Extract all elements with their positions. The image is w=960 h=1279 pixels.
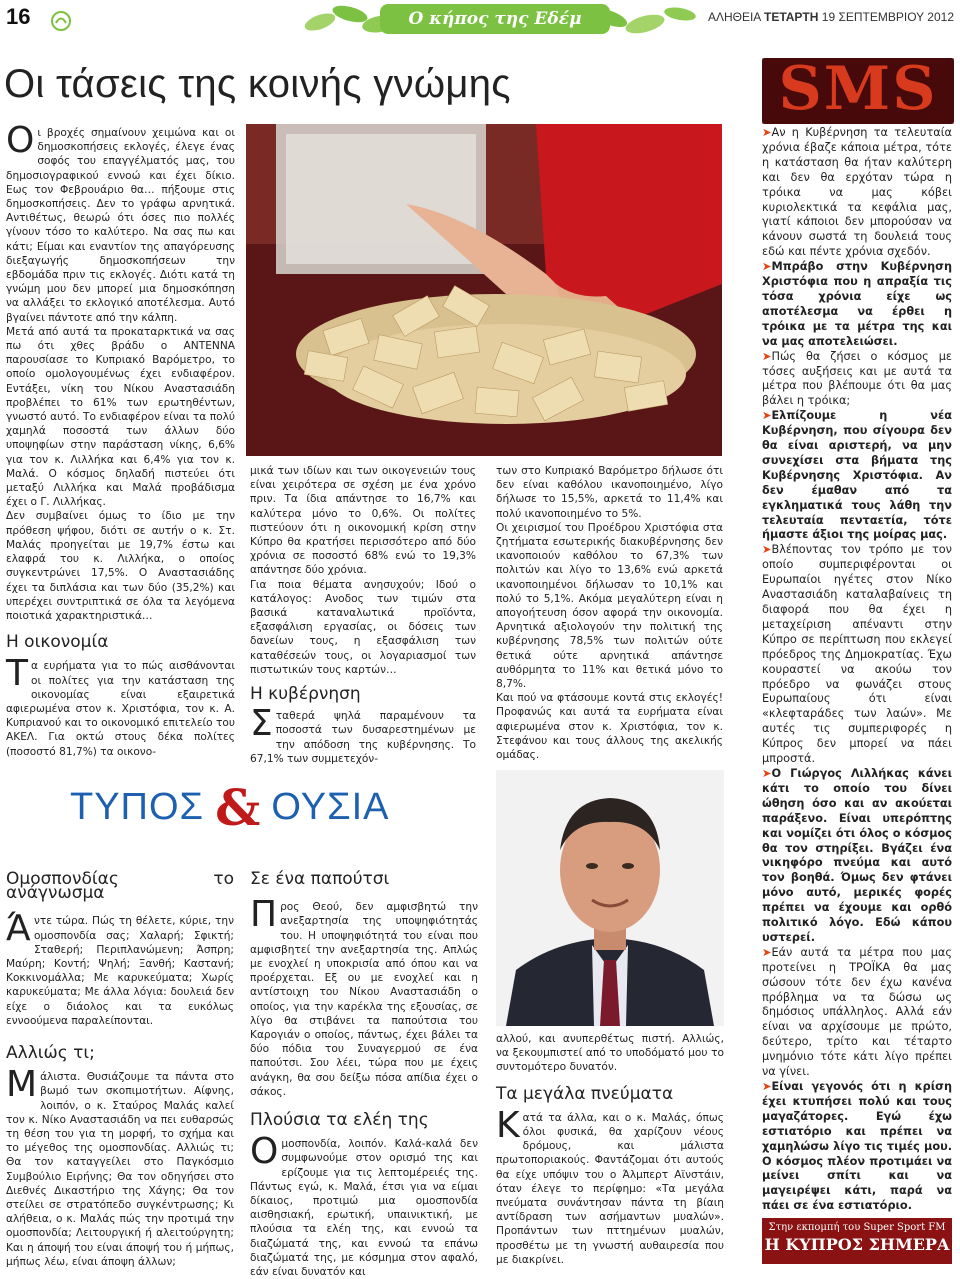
main-headline: Οι τάσεις της κοινής γνώμης xyxy=(4,62,511,106)
arrow-icon: ➤ xyxy=(762,945,772,959)
col2-paragraph-3: Σταθερά ψηλά παραμένουν τα ποσοστά των δυσαρεστημένων με την απόδοση της κυβέρνησης. Το 67,1% των συμμετεχόν- xyxy=(250,703,476,765)
subheading-federation-reading: Ομοσπονδίας το ανάγνωσμα xyxy=(6,869,234,904)
sms-messages xyxy=(762,126,952,1214)
section-ornament-icon xyxy=(50,10,72,32)
article-column-2 xyxy=(250,464,476,766)
sms-item-text: Βλέποντας τον τρόπο με τον οποίο συμπεριφέρονται οι Ευρωπαίοι ηγέτες στον Νίκο Αναστασιάδη καταλαβαίνεις τη διαφορά που θα έχει η μεταχείριση απέναντι στην Κύπρο σε περίπτωση που εκλεγεί πρόεδρος της Δημοκρατίας. Έχω κουραστεί να ακούω τον πρόεδρο να φωνάζει στους Ευρωπαίους ότι είναι «κλεφταράδες των λαών». Με αυτές τις συμπεριφορές η Κύπρος δεν μπορεί να πάει μπροστά. xyxy=(762,543,952,766)
article-column-3 xyxy=(496,464,723,762)
lower-column-2 xyxy=(250,869,478,1279)
sms-item xyxy=(762,946,952,1080)
col1-paragraph-1: Οι βροχές σημαίνουν χειμώνα και οι δημοσκοπήσεις εκλογές, έλεγε ένας σοφός του επαγγέλματός μας, του δημοσιογραφικού εννοώ και έχει δίκιο. Εως τον Φεβρουάριο θα… πήξουμε στις δημοσκοπήσεις. Δεν το γράφω αρνητικά. Αντιθέτως, θεωρώ ότι όσες πιο πολλές γίνουν τόσο το καλύτερο. Να σας πω και κάτι; Είμαι και εναντίον της απαγόρευσης διεξαγωγής δημοσκοπήσεων την εβδομάδα πριν τις εκλογές. Διότι κατά τη γνώμη μου δεν μπορεί μια δημοσκόπηση να αλλάξει το εκλογικό αποτέλεσμα. Αυτό βγαίνει πάντοτε από την κάλπη. xyxy=(6,120,235,324)
sms-footer xyxy=(762,1218,952,1264)
lower3-paragraph-0: αλλού, και ανυπερθέτως πιστή. Αλλιώς, να ξεκουμπιστεί από το υποδόματό μου το συντομότερο δυνατόν. xyxy=(496,1033,724,1074)
sms-item xyxy=(762,126,952,260)
subheading-great-spirits: Τα μεγάλα πνεύματα xyxy=(496,1083,674,1104)
paper-name: ΑΛΗΘΕΙΑ xyxy=(707,10,761,24)
sms-logo-text: SMS xyxy=(778,54,938,124)
typos-ousia-logo xyxy=(70,778,490,838)
sms-item-text: Εάν αυτά τα μέτρα που μας προτείνει η ΤΡΟΪΚΑ θα μας σώσουν τότε δεν έχω κανένα πρόβλημα να τα δώσω ως δημόσιος υπάλληλος. Αλλά εάν είναι να αρχίσουμε με πρώτο, δεύτερο, τρίτο και τέταρτο μνημόνιο τότε κάτι λίγο πρέπει να γίνει. xyxy=(762,945,952,1079)
page-number: 16 xyxy=(6,4,31,29)
sms-item-text: Αν η Κυβέρνηση τα τελευταία χρόνια έβαζε κάποια μέτρα, τότε η κατάσταση θα ήταν καλύτερη και δεν θα ερχόταν τώρα η τρόικα να μας κόβει κυριολεκτικά τα κεφάλια μας, γιατί κάποιοι δεν μπορούσαν να κάνουν σωστά τη δουλειά τους εδώ και πέντε χρόνια σχεδόν. xyxy=(762,126,952,259)
col2-paragraph-1: μικά των ιδίων και των οικογενειών τους είναι χειρότερα σε σχέση με ένα χρόνο πριν. Τα ίδια απάντησε το 16,7% και καλύτερα μόνο το 0,6%. Οι πολίτες πιστεύουν ότι η οικονομική κρίση στην Κύπρο θα κρατήσει περισσότερο από δύο χρόνια σε ποσοστό 68% ενώ το 19,3% απάντησε δύο χρόνια. xyxy=(250,465,476,577)
date: 19 ΣΕΠΤΕΜΒΡΙΟΥ 2012 xyxy=(821,10,954,24)
lower-column-3 xyxy=(496,1032,724,1267)
leaf-decoration-right xyxy=(590,0,710,40)
section-title xyxy=(380,4,610,34)
article-column-1 xyxy=(6,120,235,759)
arrow-icon: ➤ xyxy=(762,409,772,423)
sms-item-text: Πώς θα ζήσει ο κόσμος με τόσες αυξήσεις και με αυτά τα μέτρα που βλέπουμε ότι θα μας βάλει η τρόικα; xyxy=(762,349,952,408)
sms-footer-big: Η ΚΥΠΡΟΣ ΣΗΜΕΡΑ xyxy=(764,1235,950,1254)
sms-footer-small: Στην εκπομπή του Super Sport FM xyxy=(768,1222,946,1233)
sms-item xyxy=(762,543,952,767)
arrow-icon: ➤ xyxy=(762,349,772,363)
sms-item xyxy=(762,260,952,349)
arrow-icon: ➤ xyxy=(762,1080,772,1093)
lower1-paragraph-1: Άντε τώρα. Πώς τη θέλετε, κύριε, την ομοσπονδία σας; Χαλαρή; Σφικτή; Σταθερή; Περιπλανώμενη; Άσπρη; Μαύρη; Κοντή; Ψηλή; Ξανθή; Καστανή; Κοκκινομάλλα; Με καρυκεύματα; Χωρίς καρυκεύματα; Με άλλα λόγια: δουλειά δεν είχε ο διάολος και τα ευκόλως εννοούμενα παραλείπονται. xyxy=(6,908,234,1027)
sms-item-text: Μπράβο στην Κυβέρνηση Χριστόφια που η απραξία τις τόσα χρόνια είχε ως αποτέλεσμα να έρθει η τρόικα με τα μέτρα της και να μας αποτελειώσει. xyxy=(762,260,952,348)
section-title-text: Ο κήπος της Εδέμ xyxy=(408,9,582,29)
subheading-government: Η κυβέρνηση xyxy=(250,684,361,705)
arrow-icon: ➤ xyxy=(762,260,772,274)
sms-item-text: Ο Γιώργος Λιλλήκας κάνει κάτι το οποίο του δίνει ώθηση όσο και αν ακούεται παράξενο. Είναι υπερόπτης και νομίζει ότι όλος ο κόσμος θα τον στηρίξει. Βγάζει ένα νικηφόρο πνεύμα και αυτό τον βοηθά. Όμως δεν φτάνει μόνο αυτό, μερικές φορές πρέπει να έχουμε και ορθό πολιτικό λόγο. Εδώ κάπου υστερεί. xyxy=(762,766,952,944)
sms-item xyxy=(762,409,952,543)
ampersand: & xyxy=(215,778,261,837)
portrait-photo xyxy=(496,770,724,1026)
col1-paragraph-4: Τα ευρήματα για το πώς αισθάνονται οι πολίτες για την κατάσταση της οικονομίας είναι εξαιρετικά αφιερωμένα στον κ. Χριστόφια, τον κ. Α. Κυπριανού και το οικονομικό επιτελείο του ΑΚΕΛ. Για οκτώ στους δέκα πολίτες (ποσοστό 81,7%) τα οικονο- xyxy=(6,653,235,758)
col1-paragraph-2: Μετά από αυτά τα προκαταρκτικά να σας πω ότι χθες βράδυ ο ΑΝΤΕΝΝΑ παρουσίασε το Κυπριακό Βαρόμετρο, το οποίο ομολογουμένως έχει ενδιαφέρον. Εντάξει, νίκη του Νίκου Αναστασιάδη προβλέπει το 61% των ερωτηθέντων, γνωστό αυτό. Το ενδιαφέρον είναι τα πολύ χαμηλά ποσοστά των άλλων δύο υποψηφίων στην παράσταση νίκης, 6,6% για τον κ. Λιλλήκα και 6,4% για τον κ. Μαλά. Ο κόσμος δηλαδή πιστεύει ότι μεταξύ Λιλλήκα και Μαλά προβάδισμα έχει ο Γ. Λιλλήκας. xyxy=(6,325,235,509)
sms-item xyxy=(762,350,952,410)
ballot-box-photo xyxy=(246,124,722,456)
lower2-paragraph-2: Ομοσπονδία, λοιπόν. Καλά-καλά δεν συμφωνούμε στον ορισμό της και ερίζουμε για τις λεπτομέρειές της. Πάντως εγώ, κ. Μαλά, έτσι για να είμαι δίκαιος, προτιμώ μια ομοσπονδία αισθησιακή, ερωτική, υπαινικτική, με πλούσια τα ελέη της, και εννοώ τα διαζώματά της, και εννοώ τα επάνω διαζώματά της, με κόσμημα στον αφαλό, εάν είναι δυνατόν και xyxy=(250,1131,478,1279)
lower1-paragraph-2: Μάλιστα. Θυσιάζουμε τα πάντα στο βωμό των σκοπιμοτήτων. Αίφνης, λοιπόν, ο κ. Σταύρος Μαλάς καλεί τον κ. Νίκο Αναστασιάδη να πει ευθαρσώς τη θέση του για τη μορφή, το σχήμα και το μέγεθος της ομοσπονδίας. Αλλιώς τι; Θα τον καταγγείλει στο Παγκόσμιο Συμβούλιο Ειρήνης; Θα τον οδηγήσει στο Διεθνές Δικαστήριο της Χάγης; Θα τον στείλει σε στρατόπεδο συγκέντρωσης; Κι αλήθεια, ο κ. Μαλάς πώς την προτιμά την ομοσπονδία; Λειτουργική ή αλειτούργητη; Και η άποψή του είναι άποψή του ή μήπως, μήπως λέω, είναι άποψη άλλων; xyxy=(6,1064,234,1268)
arrow-icon: ➤ xyxy=(762,126,772,139)
sms-item xyxy=(762,1080,952,1214)
lower-column-1 xyxy=(6,869,234,1269)
subheading-rich-mercies: Πλούσια τα ελέη της xyxy=(250,1110,429,1131)
lower3-paragraph-1: Κατά τα άλλα, και ο κ. Μαλάς, όπως όλοι φυσικά, θα χαρίζουν νέους δρόμους, και μάλιστα πρωτοποριακούς. Φαντάζομαι ότι αυτούς θα είχε υπόψιν του ο Άλμπερτ Αϊνστάιν, όταν έλεγε το περίφημο: «Τα μεγάλα πνεύματα συνάντησαν πάντα τη βίαιη αντίδραση των ασήμαντων μυαλών». Προπάντων των πττημένων μυαλών, προσθέτω με τη γνωστή αυθαιρεσία που με διακρίνει. xyxy=(496,1104,724,1266)
arrow-icon: ➤ xyxy=(762,766,772,780)
sms-item xyxy=(762,767,952,946)
issue-date-line xyxy=(708,10,954,24)
ousia-word: ΟΥΣΙΑ xyxy=(271,786,390,828)
page-header xyxy=(0,0,960,44)
portrait-illustration xyxy=(496,770,724,1026)
col3-paragraph-3: Και πού να φτάσουμε κοντά στις εκλογές! Προφανώς και αυτά τα ευρήματα είναι αφιερωμένα στον κ. Χριστόφια, τον κ. Στεφάνου και τους άλλους της ακελικής ομάδας. xyxy=(496,692,723,762)
col3-paragraph-1: των στο Κυπριακό Βαρόμετρο δήλωσε ότι δεν είναι καθόλου ικανοποιημένο, λίγο δήλωσε το 15,5%, αρκετά το 11,4% και πολύ ικανοποιημένο το 5%. xyxy=(496,465,723,520)
ballot-box-illustration xyxy=(246,124,722,456)
subheading-economy: Η οικονομία xyxy=(6,632,109,653)
typos-word: ΤΥΠΟΣ xyxy=(70,786,205,828)
sms-logo xyxy=(762,54,954,124)
col3-paragraph-2: Οι χειρισμοί του Προέδρου Χριστόφια στα ζητήματα εσωτερικής διακυβέρνησης δεν ικανοποιούν καθόλου το 67,3% των πολιτών και λίγο το 13,6% ενώ αρκετά ικανοποιημένοι δήλωσαν το 10,1% και πολύ το 5,1%. Ακόμα μεγαλύτερη είναι η απογοήτευση όσον αφορά την οικονομία. Αρνητικά αξιολογούν την πολιτική της κυβέρνησης 78,5% των πολιτών ούτε θετικά ούτε αρνητικά απάντησε αυθόρμητα το 11% και θετικά μόνο το 8,7%. xyxy=(496,521,723,691)
arrow-icon: ➤ xyxy=(762,543,772,557)
weekday: ΤΕΤΑΡΤΗ xyxy=(763,10,819,24)
subheading-otherwise-what: Αλλιώς τι; xyxy=(6,1043,95,1064)
subheading-one-shoe: Σε ένα παπούτσι xyxy=(250,869,390,889)
col2-paragraph-2: Για ποια θέματα ανησυχούν; Ιδού ο κατάλογος: Ανοδος των τιμών στα βασικά καταναλωτικά προϊόντα, εξασφάλιση εργασίας, οι δόσεις των δανείων τους, η εξασφάλιση των καταθέσεών τους, οι λογαριασμοί των πιστωτικών τους καρτών… xyxy=(250,578,476,676)
sms-item-text: Ελπίζουμε η νέα Κυβέρνηση, που σίγουρα δεν θα είναι αριστερή, να μην συνεχίσει στα βήματα της Κυβέρνησης Χριστόφια. Αν δεν έμαθαν από τα εγκληματικά τους λάθη την τελευταία πενταετία, τότε ήμαστε άξιοι της μοίρας μας. xyxy=(762,409,952,542)
sms-item-text: Είναι γεγονός ότι η κρίση έχει κτυπήσει πολύ και τους μαγαζάτορες. Εγώ έχω εστιατόριο και πρέπει να χαμηλώσω λίγο τις τιμές μου. Ο κόσμος πλέον προτιμάει να μείνει σπίτι και να μαγειρέψει κάτι, παρά να πάει σε ένα εστιατόριο. xyxy=(762,1080,952,1213)
col1-paragraph-3: Δεν συμβαίνει όμως το ίδιο με την πρόθεση ψήφου, διότι σε αυτήν ο κ. Στ. Μαλάς προηγείται με 19,7% έστω και ελαφρά του κ. Λιλλήκα, ο οποίος συγκεντρώνει 17,5%. Ο Αναστασιάδης έχει τα διπλάσια και των δύο (35,2%) και υπερέχει συντριπτικά σε όλα τα λεγόμενα ποιοτικά χαρακτηριστικά… xyxy=(6,510,235,622)
lower2-paragraph-1: Προς Θεού, δεν αμφισβητώ την ανεξαρτησία της υποψηφιότητάς του. Η υποψηφιότητά του είναι που αμφισβητεί την ανεξαρτησία της. Απλώς με ενοχλεί η υποκρισία από όπου και να προέρχεται. Εξ ου με ενοχλεί και η αντίστοιχη του Νίκου Αναστασιάδη ο οποίος, για την καρέκλα της εξουσίας, σε λίγο θα στιβάνει τα παπούτσια του Καρογιάν ο οποίος, πάντως, έχει βάλει τα δύο πόδια του Συναγερμού σε ένα παπούτσι. Σου λέει, τώρα που με έχεις ανάγκη, θα σου δείξω πόσα απίδια έχει ο σάκος. xyxy=(250,894,478,1098)
